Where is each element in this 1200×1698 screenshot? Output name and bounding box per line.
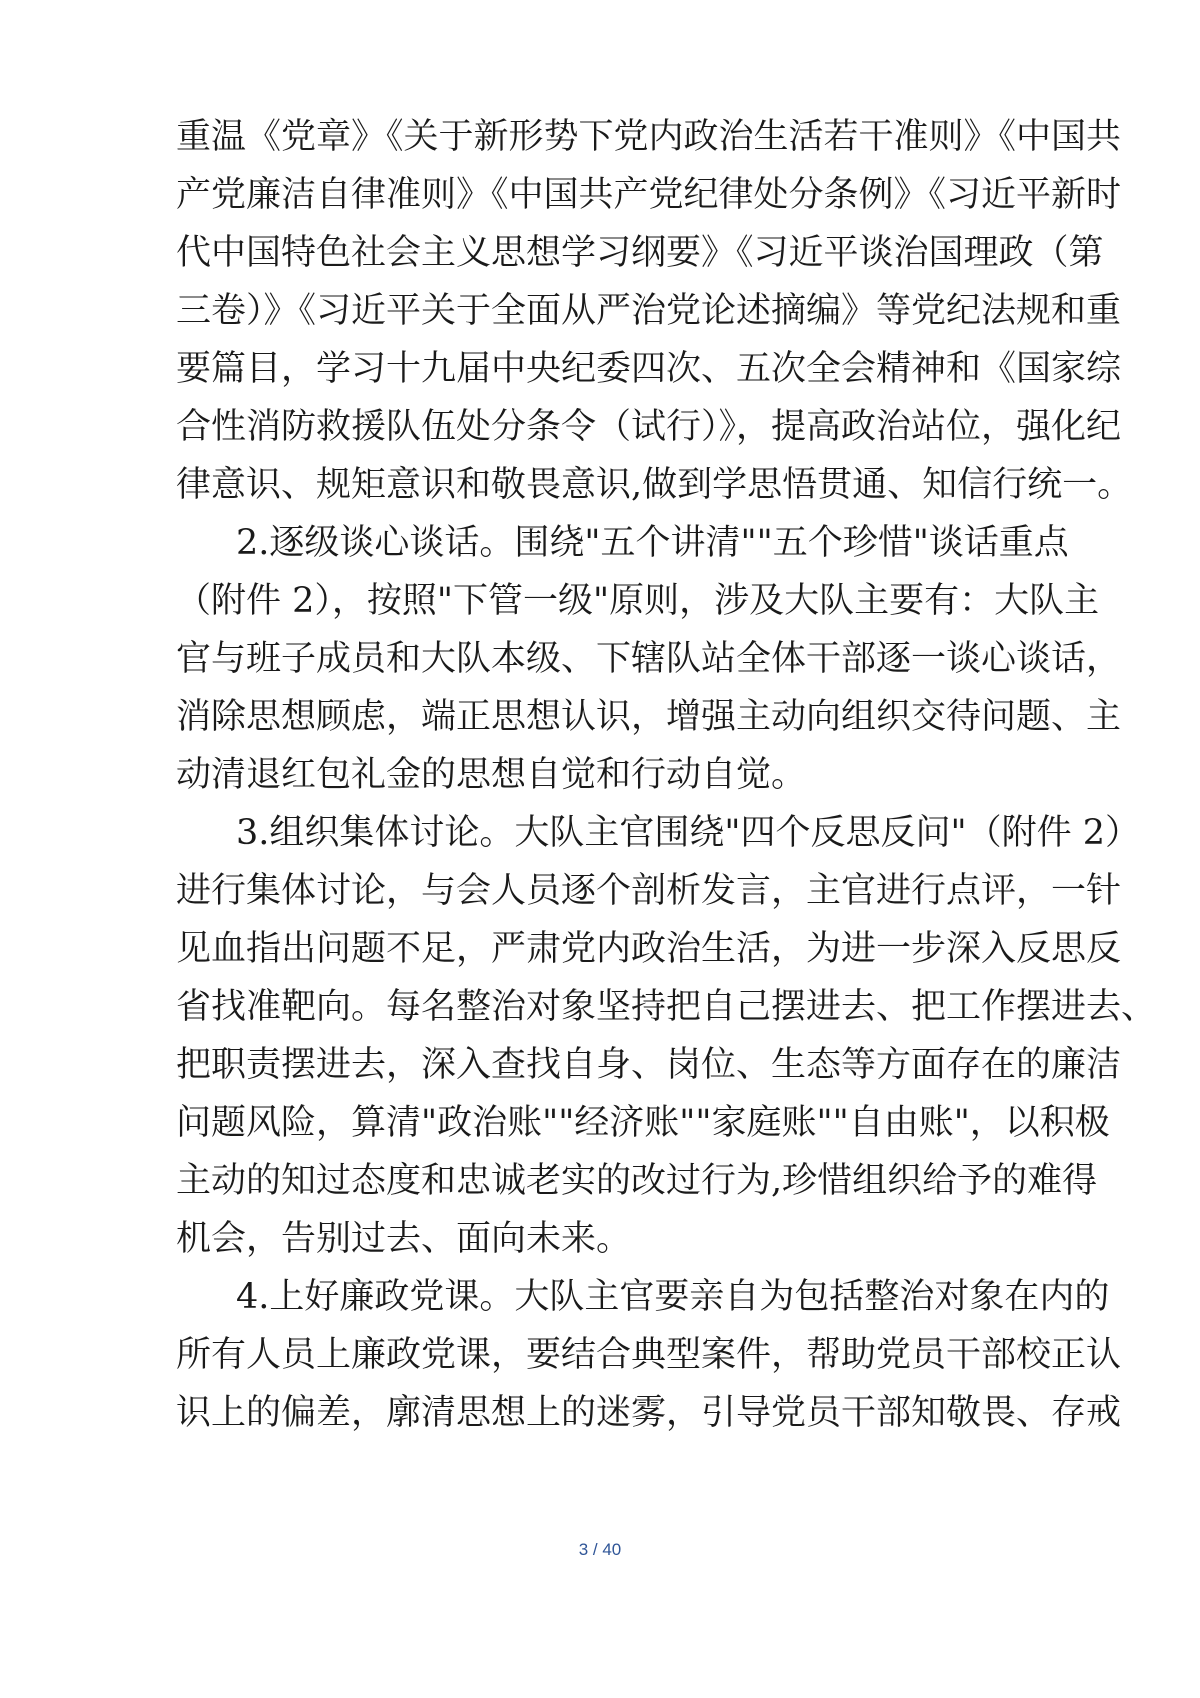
text-line: 律意识、规矩意识和敬畏意识,做到学思悟贯通、知信行统一。 [176, 465, 1133, 505]
text-line: 消除思想顾虑，端正思想认识，增强主动向组织交待问题、主 [176, 697, 1122, 737]
text-line: 动清退红包礼金的思想自觉和行动自觉。 [176, 755, 807, 795]
text-line: 官与班子成员和大队本级、下辖队站全体干部逐一谈心谈话， [176, 639, 1122, 679]
text-line: 合性消防救援队伍处分条令（试行）》，提高政治站位，强化纪 [176, 407, 1122, 447]
text-line: 重温《党章》《关于新形势下党内政治生活若干准则》《中国共 [176, 117, 1122, 157]
text-line: 识上的偏差，廓清思想上的迷雾，引导党员干部知敬畏、存戒 [176, 1393, 1122, 1433]
text-line: 产党廉洁自律准则》《中国共产党纪律处分条例》《习近平新时 [176, 175, 1122, 215]
paragraph-heading-2: 2.逐级谈心谈话。围绕"五个讲清""五个珍惜"谈话重点 [236, 523, 1069, 563]
text-line: 省找准靶向。每名整治对象坚持把自己摆进去、把工作摆进去、 [176, 987, 1157, 1027]
text-line: 进行集体讨论，与会人员逐个剖析发言，主官进行点评，一针 [176, 871, 1122, 911]
paragraph-heading-4: 4.上好廉政党课。大队主官要亲自为包括整治对象在内的 [236, 1277, 1110, 1317]
text-line: （附件 2），按照"下管一级"原则，涉及大队主要有：大队主 [176, 581, 1100, 621]
text-line: 代中国特色社会主义思想学习纲要》《习近平谈治国理政（第 [176, 233, 1104, 273]
text-line: 问题风险，算清"政治账""经济账""家庭账""自由账"，以积极 [176, 1103, 1110, 1143]
text-line: 要篇目，学习十九届中央纪委四次、五次全会精神和《国家综 [176, 349, 1122, 389]
text-line: 把职责摆进去，深入查找自身、岗位、生态等方面存在的廉洁 [176, 1045, 1122, 1085]
paragraph-heading-3: 3.组织集体讨论。大队主官围绕"四个反思反问"（附件 2） [236, 813, 1140, 853]
text-line: 三卷）》《习近平关于全面从严治党论述摘编》等党纪法规和重 [176, 291, 1122, 331]
text-line: 主动的知过态度和忠诚老实的改过行为,珍惜组织给予的难得 [176, 1161, 1098, 1201]
page-number: 3 / 40 [578, 1540, 622, 1559]
text-line: 见血指出问题不足，严肃党内政治生活，为进一步深入反思反 [176, 929, 1122, 969]
text-line: 机会，告别过去、面向未来。 [176, 1219, 632, 1259]
text-line: 所有人员上廉政党课，要结合典型案件，帮助党员干部校正认 [176, 1335, 1122, 1375]
